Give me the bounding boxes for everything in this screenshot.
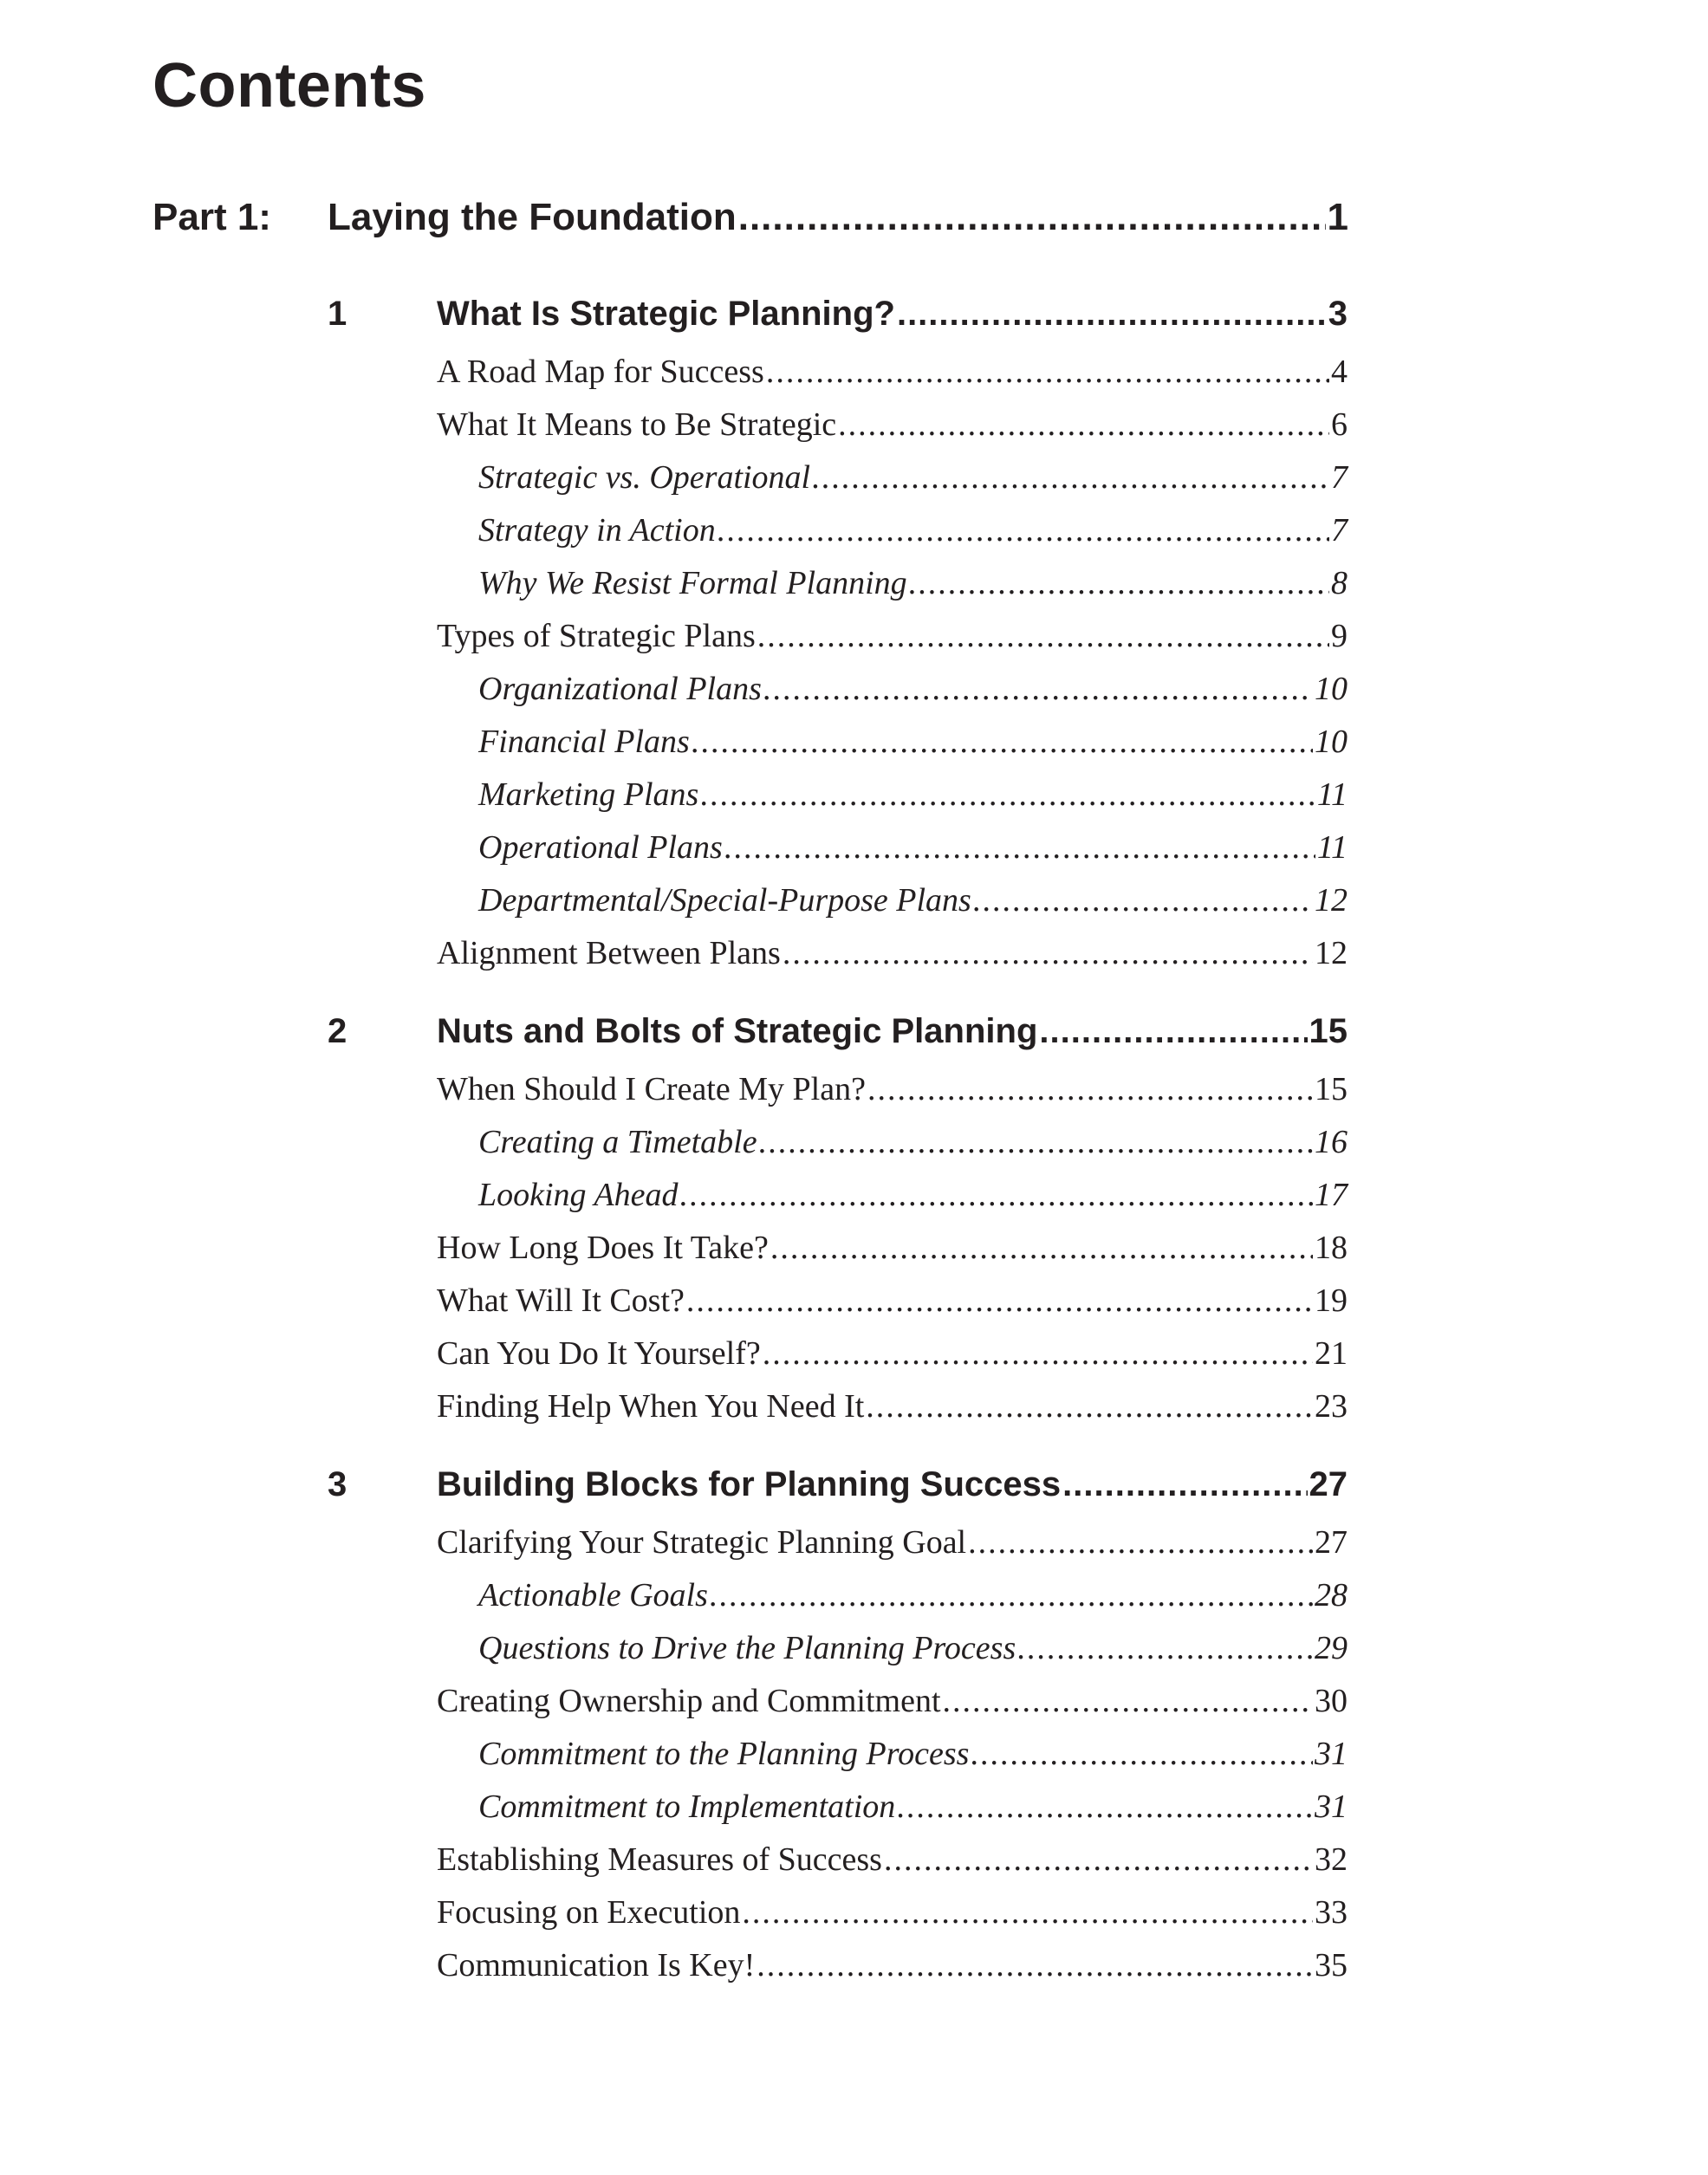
dot-leader	[686, 1282, 1313, 1320]
toc-entry[interactable]	[437, 1946, 1348, 1999]
part-label: Part 1:	[153, 196, 271, 238]
toc-entry[interactable]	[437, 353, 1348, 406]
entry-title: Alignment Between Plans	[437, 935, 781, 971]
entry-title: When Should I Create My Plan?	[437, 1071, 866, 1107]
entry-title: Marketing Plans	[478, 776, 699, 813]
entry-page-number: 7	[1331, 512, 1348, 549]
entry-page-number: 33	[1315, 1894, 1348, 1931]
part-heading[interactable]	[153, 196, 1348, 239]
dot-leader	[738, 196, 1326, 239]
entry-title: Clarifying Your Strategic Planning Goal	[437, 1524, 967, 1561]
entry-page-number: 9	[1331, 618, 1348, 654]
chapter-section	[328, 1012, 1348, 1440]
chapter-number: 3	[328, 1465, 347, 1503]
table-of-contents	[328, 295, 1348, 1999]
entry-page-number: 18	[1315, 1230, 1348, 1266]
entry-title: Can You Do It Yourself?	[437, 1335, 761, 1372]
entry-page-number: 6	[1331, 406, 1348, 443]
dot-leader	[766, 353, 1329, 391]
part-title: Laying the Foundation	[328, 196, 737, 238]
chapter-section	[328, 295, 1348, 987]
entry-title: Types of Strategic Plans	[437, 618, 756, 654]
page-title: Contents	[153, 51, 426, 120]
dot-leader	[867, 1070, 1313, 1108]
entry-page-number: 7	[1331, 459, 1348, 496]
entry-page-number: 27	[1315, 1524, 1348, 1561]
entry-page-number: 35	[1315, 1947, 1348, 1983]
chapter-number: 1	[328, 295, 347, 333]
entry-page-number: 23	[1315, 1388, 1348, 1425]
entry-title: Strategy in Action	[478, 512, 716, 549]
entry-title: Communication Is Key!	[437, 1947, 756, 1983]
chapter-page-number: 15	[1309, 1012, 1348, 1050]
dot-leader	[783, 934, 1313, 972]
dot-leader	[757, 1946, 1313, 1984]
toc-subentry[interactable]	[478, 458, 1348, 511]
toc-entry[interactable]	[437, 1523, 1348, 1576]
dot-leader	[679, 1176, 1313, 1214]
entry-title: Actionable Goals	[478, 1577, 708, 1613]
toc-subentry[interactable]	[478, 670, 1348, 723]
entry-title: What Will It Cost?	[437, 1282, 685, 1319]
toc-entry[interactable]	[437, 1334, 1348, 1387]
entry-page-number: 21	[1315, 1335, 1348, 1372]
dot-leader	[724, 828, 1315, 867]
dot-leader	[1062, 1465, 1307, 1504]
entry-title: A Road Map for Success	[437, 354, 764, 390]
dot-leader	[884, 1841, 1313, 1879]
dot-leader	[763, 670, 1313, 708]
entry-page-number: 12	[1315, 935, 1348, 971]
toc-entry[interactable]	[437, 1682, 1348, 1735]
dot-leader	[812, 458, 1329, 497]
chapter-title: Building Blocks for Planning Success	[437, 1465, 1062, 1503]
dot-leader	[866, 1387, 1313, 1425]
dot-leader	[909, 564, 1329, 602]
chapter-section	[328, 1465, 1348, 1999]
entry-title: Looking Ahead	[478, 1177, 679, 1213]
toc-subentry[interactable]	[478, 828, 1348, 881]
entry-title: Financial Plans	[478, 724, 690, 760]
toc-subentry[interactable]	[478, 1176, 1348, 1229]
entry-page-number: 4	[1331, 354, 1348, 390]
toc-entry[interactable]	[437, 617, 1348, 670]
toc-subentry[interactable]	[478, 511, 1348, 564]
entry-page-number: 10	[1315, 724, 1348, 760]
chapter-page-number: 27	[1309, 1465, 1348, 1503]
toc-entry[interactable]	[437, 934, 1348, 987]
entry-title: Creating Ownership and Commitment	[437, 1683, 941, 1719]
entry-page-number: 28	[1315, 1577, 1348, 1613]
toc-entry[interactable]	[437, 406, 1348, 458]
toc-subentry[interactable]	[478, 1735, 1348, 1788]
entry-title: Commitment to Implementation	[478, 1789, 896, 1825]
dot-leader	[700, 776, 1315, 814]
dot-leader	[759, 1123, 1313, 1161]
dot-leader	[770, 1229, 1313, 1267]
entry-page-number: 32	[1315, 1841, 1348, 1878]
entry-title: How Long Does It Take?	[437, 1230, 769, 1266]
entry-title: Questions to Drive the Planning Process	[478, 1630, 1016, 1666]
dot-leader	[692, 723, 1313, 761]
dot-leader	[973, 881, 1313, 919]
entry-page-number: 29	[1315, 1630, 1348, 1666]
entry-page-number: 16	[1315, 1124, 1348, 1160]
dot-leader	[897, 1788, 1313, 1826]
toc-entry[interactable]	[437, 1893, 1348, 1946]
entry-title: What It Means to Be Strategic	[437, 406, 837, 443]
dot-leader	[968, 1523, 1313, 1561]
dot-leader	[718, 511, 1329, 549]
entry-page-number: 12	[1315, 882, 1348, 919]
entry-page-number: 11	[1316, 829, 1348, 866]
entry-page-number: 15	[1315, 1071, 1348, 1107]
chapter-heading[interactable]	[328, 295, 1348, 353]
entry-title: Commitment to the Planning Process	[478, 1736, 970, 1772]
entry-title: Creating a Timetable	[478, 1124, 757, 1160]
entry-title: Organizational Plans	[478, 671, 762, 707]
dot-leader	[1017, 1629, 1313, 1667]
toc-subentry[interactable]	[478, 1123, 1348, 1176]
toc-entry[interactable]	[437, 1282, 1348, 1334]
entry-page-number: 19	[1315, 1282, 1348, 1319]
entry-page-number: 31	[1315, 1789, 1348, 1825]
toc-subentry[interactable]	[478, 1629, 1348, 1682]
entry-title: Operational Plans	[478, 829, 723, 866]
entry-title: Focusing on Execution	[437, 1894, 741, 1931]
entry-title: Why We Resist Formal Planning	[478, 565, 907, 601]
dot-leader	[971, 1735, 1313, 1773]
entry-page-number: 10	[1315, 671, 1348, 707]
entry-page-number: 31	[1315, 1736, 1348, 1772]
dot-leader	[838, 406, 1329, 444]
entry-title: Finding Help When You Need It	[437, 1388, 865, 1425]
dot-leader	[710, 1576, 1313, 1614]
toc-subentry[interactable]	[478, 881, 1348, 934]
toc-subentry[interactable]	[478, 723, 1348, 776]
chapter-title: Nuts and Bolts of Strategic Planning	[437, 1012, 1038, 1050]
toc-entry[interactable]	[437, 1387, 1348, 1440]
chapter-heading[interactable]	[328, 1465, 1348, 1523]
dot-leader	[1039, 1012, 1307, 1051]
chapter-page-number: 3	[1328, 295, 1348, 333]
part-page-number: 1	[1327, 196, 1348, 238]
toc-subentry[interactable]	[478, 1788, 1348, 1841]
toc-subentry[interactable]	[478, 564, 1348, 617]
toc-entry[interactable]	[437, 1229, 1348, 1282]
entry-page-number: 17	[1315, 1177, 1348, 1213]
entry-page-number: 30	[1315, 1683, 1348, 1719]
toc-entry[interactable]	[437, 1841, 1348, 1893]
entry-title: Strategic vs. Operational	[478, 459, 811, 496]
entry-title: Departmental/Special-Purpose Plans	[478, 882, 971, 919]
chapter-heading[interactable]	[328, 1012, 1348, 1070]
entry-title: Establishing Measures of Success	[437, 1841, 882, 1878]
dot-leader	[943, 1682, 1313, 1720]
entry-page-number: 11	[1316, 776, 1348, 813]
dot-leader	[897, 295, 1327, 334]
toc-entry[interactable]	[437, 1070, 1348, 1123]
dot-leader	[763, 1334, 1313, 1373]
dot-leader	[757, 617, 1329, 655]
toc-subentry[interactable]	[478, 1576, 1348, 1629]
chapter-number: 2	[328, 1012, 347, 1050]
toc-subentry[interactable]	[478, 776, 1348, 828]
dot-leader	[742, 1893, 1313, 1932]
entry-page-number: 8	[1331, 565, 1348, 601]
chapter-title: What Is Strategic Planning?	[437, 295, 895, 333]
